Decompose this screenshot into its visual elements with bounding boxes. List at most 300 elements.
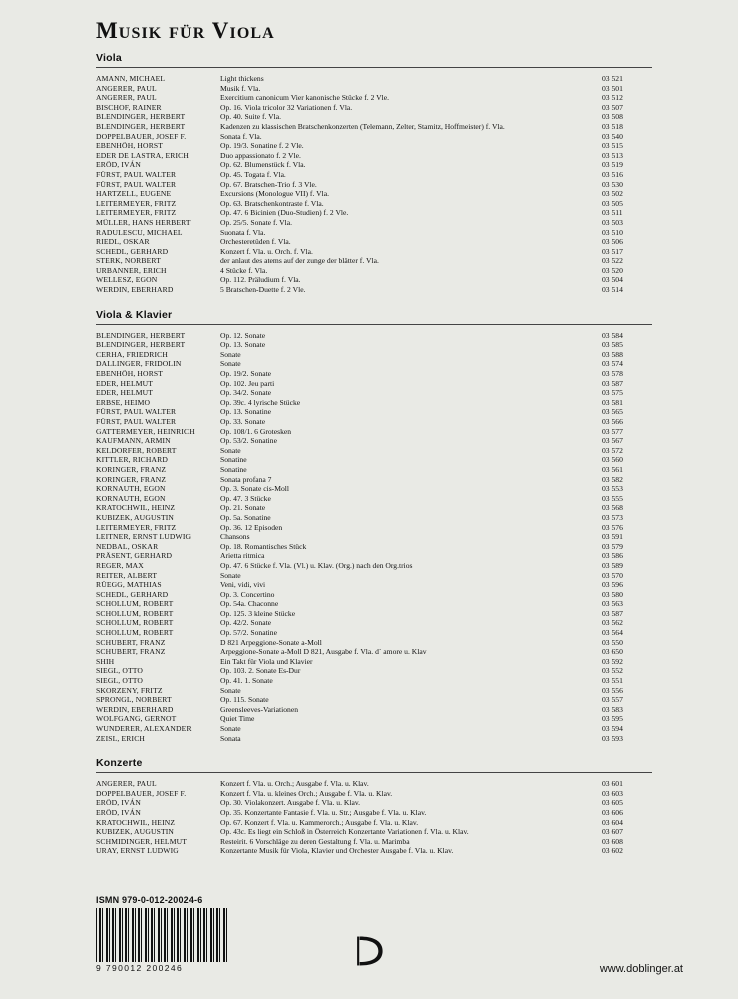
composer-name: EDER, HELMUT	[96, 378, 154, 388]
composer-name: WUNDERER, ALEXANDER	[96, 724, 192, 733]
order-code: 03 517	[602, 246, 623, 256]
composer-name: ERBSE, HEIMO	[96, 397, 151, 407]
order-code: 03 514	[602, 285, 623, 295]
work-title: Konzert f. Vla. u. kleines Orch.; Ausgabe f. Vla. u. Klav.	[220, 788, 393, 798]
composer-name: DOPPELBAUER, JOSEF F.	[96, 131, 187, 141]
table-row	[96, 618, 652, 628]
order-code: 03 574	[602, 359, 623, 369]
table-row	[96, 369, 652, 379]
work-title: Sonata f. Vla.	[220, 131, 262, 141]
composer-name: SCHUBERT, FRANZ	[96, 647, 166, 657]
work-title: Op. 21. Sonate	[220, 503, 266, 513]
order-code: 03 501	[602, 83, 623, 93]
composer-name: BLENDINGER, HERBERT	[96, 121, 186, 131]
work-title: Konzert f. Vla. u. Orch.; Ausgabe f. Vla. u. Klav.	[220, 779, 369, 789]
work-title: Op. 19/2. Sonate	[220, 369, 272, 379]
table-row	[96, 189, 652, 199]
table-row	[96, 808, 652, 818]
work-title: 4 Stücke f. Vla.	[220, 265, 268, 275]
order-code: 03 585	[602, 340, 623, 350]
work-title: Op. 63. Bratschenkontraste f. Vla.	[220, 198, 324, 208]
composer-name: KUBIZEK, AUGUSTIN	[96, 827, 175, 837]
table-row	[96, 275, 652, 285]
order-code: 03 507	[602, 102, 623, 112]
work-title: Light thickens	[220, 74, 264, 83]
composer-name: ERÖD, IVÁN	[96, 807, 141, 817]
table-row	[96, 837, 652, 847]
table-row	[96, 475, 652, 485]
order-code: 03 596	[602, 580, 623, 590]
table-row	[96, 513, 652, 523]
order-code: 03 508	[602, 112, 623, 122]
composer-name: RIEDL, OSKAR	[96, 237, 150, 247]
work-title: Op. 34/2. Sonate	[220, 388, 272, 398]
order-code: 03 594	[602, 724, 623, 733]
composer-name: LEITNER, ERNST LUDWIG	[96, 532, 192, 542]
table-row	[96, 112, 652, 122]
work-title: Op. 67. Konzert f. Vla. u. Kammerorch.; Ausgabe f. Vla. u. Klav.	[220, 817, 419, 827]
work-title: Op. 30. Violakonzert. Ausgabe f. Vla. u. Klav.	[220, 798, 361, 808]
table-row	[96, 789, 652, 799]
work-title: D 821 Arpeggione-Sonate a-Moll	[220, 637, 322, 647]
composer-name: ERÖD, IVÁN	[96, 798, 141, 808]
order-code: 03 557	[602, 695, 623, 705]
composer-name: BLENDINGER, HERBERT	[96, 330, 186, 340]
order-code: 03 513	[602, 150, 623, 160]
composer-name: SCHOLLUM, ROBERT	[96, 599, 174, 609]
composer-name: LEITERMEYER, FRITZ	[96, 522, 177, 532]
order-code: 03 519	[602, 160, 623, 170]
order-code: 03 602	[602, 846, 623, 856]
composer-name: ANGERER, PAUL	[96, 83, 157, 93]
table-row	[96, 359, 652, 369]
order-code: 03 586	[602, 551, 623, 561]
work-title: Sonate	[220, 359, 241, 369]
table-row	[96, 798, 652, 808]
order-code: 03 570	[602, 570, 623, 580]
section-divider	[96, 324, 652, 325]
work-title: Op. 112. Präludium f. Vla.	[220, 275, 301, 285]
work-title: Sonate	[220, 349, 241, 359]
composer-name: URAY, ERNST LUDWIG	[96, 846, 179, 856]
order-code: 03 579	[602, 541, 623, 551]
composer-name: SCHEDL, GERHARD	[96, 246, 169, 256]
composer-name: KITTLER, RICHARD	[96, 455, 169, 465]
section-konzerte	[96, 757, 652, 856]
work-title: Op. 53/2. Sonatine	[220, 436, 277, 446]
order-code: 03 578	[602, 369, 623, 379]
barcode-image	[96, 908, 228, 962]
table-row	[96, 523, 652, 533]
table-row	[96, 427, 652, 437]
order-code: 03 553	[602, 484, 623, 494]
table-row	[96, 141, 652, 151]
work-title: Sonate	[220, 570, 241, 580]
table-row	[96, 647, 652, 657]
order-code: 03 606	[602, 807, 623, 817]
work-title: Kadenzen zu klassischen Bratschenkonzerten (Telemann, Zelter, Stamitz, Hoffmeister) f. Vla.	[220, 121, 505, 131]
work-title: Op. 13. Sonate	[220, 340, 266, 350]
work-list-viola	[96, 74, 652, 295]
section-viola	[96, 52, 652, 295]
order-code: 03 576	[602, 522, 623, 532]
work-list-body	[96, 331, 652, 744]
table-row	[96, 705, 652, 715]
work-title: Op. 18. Romantisches Stück	[220, 541, 307, 551]
order-code: 03 503	[602, 217, 623, 227]
order-code: 03 515	[602, 141, 623, 151]
work-title: Op. 3. Sonate cis-Moll	[220, 484, 289, 494]
order-code: 03 603	[602, 788, 623, 798]
order-code: 03 592	[602, 656, 623, 666]
composer-name: REGER, MAX	[96, 560, 144, 570]
composer-name: GATTERMEYER, HEINRICH	[96, 426, 195, 436]
order-code: 03 573	[602, 512, 623, 522]
order-code: 03 608	[602, 836, 623, 846]
composer-name: ZEISL, ERICH	[96, 733, 146, 743]
work-title: Op. 108/1. 6 Grotesken	[220, 426, 292, 436]
work-title: Op. 54a. Chaconne	[220, 599, 279, 609]
composer-name: KORINGER, FRANZ	[96, 474, 167, 484]
composer-name: EDER DE LASTRA, ERICH	[96, 150, 190, 160]
table-row	[96, 714, 652, 724]
order-code: 03 540	[602, 131, 623, 141]
work-title: Op. 36. 12 Episoden	[220, 522, 283, 532]
composer-name: PRÄSENT, GERHARD	[96, 551, 173, 561]
order-code: 03 650	[602, 647, 623, 657]
table-row	[96, 676, 652, 686]
composer-name: STERK, NORBERT	[96, 256, 161, 266]
composer-name: KORNAUTH, EGON	[96, 493, 166, 503]
work-title: Duo appassionato f. 2 Vle.	[220, 150, 301, 160]
ismn-barcode-block	[96, 895, 231, 973]
composer-name: BLENDINGER, HERBERT	[96, 340, 186, 350]
work-title: Op. 3. Concertino	[220, 589, 275, 599]
composer-name: SCHUBERT, FRANZ	[96, 637, 166, 647]
composer-name: DALLINGER, FRIDOLIN	[96, 359, 182, 369]
order-code: 03 521	[602, 74, 623, 83]
composer-name: RÜEGG, MATHIAS	[96, 580, 162, 590]
table-row	[96, 542, 652, 552]
section-divider	[96, 67, 652, 68]
work-title: Op. 19/3. Sonatine f. 2 Vle.	[220, 141, 304, 151]
work-title: Orchesteretüden f. Vla.	[220, 237, 291, 247]
composer-name: WERDIN, EBERHARD	[96, 285, 174, 295]
composer-name: FÜRST, PAUL WALTER	[96, 417, 177, 426]
composer-name: LEITERMEYER, FRITZ	[96, 208, 177, 218]
order-code: 03 595	[602, 714, 623, 724]
table-row	[96, 686, 652, 696]
barcode-digits: 9 790012 200246	[96, 963, 184, 973]
composer-name: SPRONGL, NORBERT	[96, 695, 172, 705]
composer-name: EDER, HELMUT	[96, 388, 154, 398]
composer-name: SCHMIDINGER, HELMUT	[96, 836, 188, 846]
table-row	[96, 561, 652, 571]
composer-name: SIEGL, OTTO	[96, 666, 144, 676]
order-code: 03 530	[602, 179, 623, 189]
work-title: Op. 40. Suite f. Vla.	[220, 112, 282, 122]
table-row	[96, 340, 652, 350]
composer-name: BLENDINGER, HERBERT	[96, 112, 186, 122]
work-title: Op. 25/5. Sonate f. Vla.	[220, 217, 292, 227]
composer-name: AMANN, MICHAEL	[96, 74, 166, 83]
table-row	[96, 571, 652, 581]
composer-name: LEITERMEYER, FRITZ	[96, 198, 177, 208]
order-code: 03 605	[602, 798, 623, 808]
work-title: Chansons	[220, 532, 250, 542]
order-code: 03 572	[602, 445, 623, 455]
table-row	[96, 247, 652, 257]
work-title: Arpeggione-Sonate a-Moll D 821, Ausgabe f. Vla. d´ amore u. Klav	[220, 647, 427, 657]
work-title: Op. 67. Bratschen-Trio f. 3 Vle.	[220, 179, 317, 189]
work-title: Suonata f. Vla.	[220, 227, 266, 237]
table-row	[96, 331, 652, 341]
table-row	[96, 695, 652, 705]
work-title: Op. 13. Sonatine	[220, 407, 272, 417]
work-title: Sonatine	[220, 455, 247, 465]
work-title: Op. 43c. Es liegt ein Schloß in Österreich Konzertante Variationen f. Vla. u. Klav.	[220, 827, 469, 837]
work-title: Musik f. Vla.	[220, 83, 261, 93]
composer-name: URBANNER, ERICH	[96, 265, 167, 275]
work-title: Op. 39c. 4 lyrische Stücke	[220, 397, 301, 407]
table-row	[96, 199, 652, 209]
work-list-konzerte	[96, 779, 652, 856]
order-code: 03 563	[602, 599, 623, 609]
work-title: Op. 47. 3 Stücke	[220, 493, 271, 503]
composer-name: SCHOLLUM, ROBERT	[96, 618, 174, 628]
order-code: 03 587	[602, 608, 623, 618]
section-divider	[96, 772, 652, 773]
table-row	[96, 494, 652, 504]
publisher-logo-icon	[352, 934, 386, 968]
table-row	[96, 256, 652, 266]
table-row	[96, 818, 652, 828]
table-row	[96, 170, 652, 180]
work-title: Op. 45. Togata f. Vla.	[220, 169, 286, 179]
composer-name: SCHOLLUM, ROBERT	[96, 608, 174, 618]
work-title: Sonate	[220, 724, 241, 733]
order-code: 03 582	[602, 474, 623, 484]
composer-name: ANGERER, PAUL	[96, 93, 157, 103]
composer-name: FÜRST, PAUL WALTER	[96, 179, 177, 189]
table-row	[96, 237, 652, 247]
table-row	[96, 180, 652, 190]
work-title: Sonate	[220, 445, 241, 455]
work-title: Op. 41. 1. Sonate	[220, 676, 273, 686]
order-code: 03 604	[602, 817, 623, 827]
section-heading: Viola & Klavier	[96, 308, 173, 321]
order-code: 03 588	[602, 349, 623, 359]
table-row	[96, 827, 652, 837]
order-code: 03 511	[602, 208, 623, 218]
order-code: 03 591	[602, 532, 623, 542]
table-row	[96, 103, 652, 113]
composer-name: EBENHÖH, HORST	[96, 369, 164, 379]
order-code: 03 568	[602, 503, 623, 513]
table-row	[96, 590, 652, 600]
website-url[interactable]: www.doblinger.at	[599, 963, 683, 975]
table-row	[96, 666, 652, 676]
work-title: Sonata	[220, 733, 241, 743]
table-row	[96, 132, 652, 142]
work-title: Excursions (Monologue VII) f. Vla.	[220, 189, 329, 199]
composer-name: KELDORFER, ROBERT	[96, 445, 177, 455]
table-row	[96, 657, 652, 667]
order-code: 03 522	[602, 256, 623, 266]
composer-name: KAUFMANN, ARMIN	[96, 436, 171, 446]
order-code: 03 584	[602, 330, 623, 340]
table-row	[96, 160, 652, 170]
section-heading: Viola	[96, 52, 122, 64]
work-title: Op. 33. Sonate	[220, 417, 266, 426]
composer-name: MÜLLER, HANS HERBERT	[96, 217, 191, 227]
catalog-content	[96, 52, 652, 870]
work-title: Ein Takt für Viola und Klavier	[220, 656, 313, 666]
work-title: Greensleeves-Variationen	[220, 704, 299, 714]
section-viola-klavier	[96, 309, 652, 744]
composer-name: SKORZENY, FRITZ	[96, 685, 163, 695]
order-code: 03 593	[602, 733, 623, 743]
order-code: 03 607	[602, 827, 623, 837]
work-title: Op. 16. Viola tricolor 32 Variationen f. Vla.	[220, 102, 353, 112]
work-title: Op. 47. 6 Bicinien (Duo-Studien) f. 2 Vle.	[220, 208, 349, 218]
table-row	[96, 93, 652, 103]
order-code: 03 565	[602, 407, 623, 417]
table-row	[96, 398, 652, 408]
table-row	[96, 436, 652, 446]
composer-name: HARTZELL, EUGENE	[96, 189, 172, 199]
table-row	[96, 151, 652, 161]
composer-name: NEDBAL, OSKAR	[96, 541, 159, 551]
work-title: Konzertante Musik für Viola, Klavier und Orchester Ausgabe f. Vla. u. Klav.	[220, 846, 454, 856]
work-title: Op. 57/2. Sonatine	[220, 628, 277, 638]
order-code: 03 552	[602, 666, 623, 676]
work-list-viola-klavier	[96, 331, 652, 744]
composer-name: SCHEDL, GERHARD	[96, 589, 169, 599]
table-row	[96, 446, 652, 456]
composer-name: KRATOCHWIL, HEINZ	[96, 503, 176, 513]
composer-name: SCHOLLUM, ROBERT	[96, 628, 174, 638]
table-row	[96, 84, 652, 94]
table-row	[96, 417, 652, 427]
work-title: der anlaut des atems auf der zunge der blätter f. Vla.	[220, 256, 379, 266]
work-title: Op. 35. Konzertante Fantasie f. Vla. u. Str.; Ausgabe f. Vla. u. Klav.	[220, 807, 427, 817]
page-title: Musik für Viola	[96, 18, 275, 43]
work-title: Veni, vidi, vivi	[220, 580, 266, 590]
composer-name: RADULESCU, MICHAEL	[96, 227, 183, 237]
work-list-body	[96, 779, 652, 856]
work-title: Op. 125. 3 kleine Stücke	[220, 608, 296, 618]
order-code: 03 518	[602, 121, 623, 131]
order-code: 03 566	[602, 417, 623, 426]
work-title: Op. 62. Blumenstück f. Vla.	[220, 160, 306, 170]
work-list-body	[96, 74, 652, 295]
work-title: Sonate	[220, 685, 241, 695]
order-code: 03 506	[602, 237, 623, 247]
section-heading: Konzerte	[96, 757, 143, 770]
table-row	[96, 379, 652, 389]
order-code: 03 575	[602, 388, 623, 398]
composer-name: ERÖD, IVÁN	[96, 160, 141, 170]
order-code: 03 520	[602, 265, 623, 275]
composer-name: REITER, ALBERT	[96, 570, 158, 580]
composer-name: EBENHÖH, HORST	[96, 141, 164, 151]
order-code: 03 505	[602, 198, 623, 208]
table-row	[96, 350, 652, 360]
order-code: 03 580	[602, 589, 623, 599]
composer-name: KRATOCHWIL, HEINZ	[96, 817, 176, 827]
work-title: Op. 115. Sonate	[220, 695, 269, 705]
work-title: Sonata profana 7	[220, 474, 272, 484]
order-code: 03 583	[602, 704, 623, 714]
table-row	[96, 846, 652, 856]
composer-name: WELLESZ, EGON	[96, 275, 158, 285]
order-code: 03 562	[602, 618, 623, 628]
work-title: Op. 12. Sonate	[220, 330, 266, 340]
ismn-number: ISMN 979-0-012-20024-6	[96, 895, 203, 905]
table-row	[96, 609, 652, 619]
work-title: Quiet Time	[220, 714, 255, 724]
table-row	[96, 580, 652, 590]
order-code: 03 601	[602, 779, 623, 789]
order-code: 03 560	[602, 455, 623, 465]
table-row	[96, 218, 652, 228]
table-row	[96, 228, 652, 238]
composer-name: KUBIZEK, AUGUSTIN	[96, 512, 175, 522]
order-code: 03 561	[602, 464, 623, 474]
table-row	[96, 122, 652, 132]
order-code: 03 510	[602, 227, 623, 237]
composer-name: ANGERER, PAUL	[96, 779, 157, 789]
composer-name: KORNAUTH, EGON	[96, 484, 166, 494]
order-code: 03 587	[602, 378, 623, 388]
composer-name: FÜRST, PAUL WALTER	[96, 407, 177, 417]
order-code: 03 564	[602, 628, 623, 638]
order-code: 03 502	[602, 189, 623, 199]
order-code: 03 551	[602, 676, 623, 686]
composer-name: SHIH	[96, 656, 115, 666]
order-code: 03 504	[602, 275, 623, 285]
table-row	[96, 74, 652, 84]
order-code: 03 577	[602, 426, 623, 436]
work-title: Op. 42/2. Sonate	[220, 618, 272, 628]
table-row	[96, 599, 652, 609]
table-row	[96, 779, 652, 789]
order-code: 03 516	[602, 169, 623, 179]
order-code: 03 556	[602, 685, 623, 695]
table-row	[96, 455, 652, 465]
table-row	[96, 465, 652, 475]
work-title: Op. 47. 6 Stücke f. Vla. (Vl.) u. Klav. (Org.) nach den Org.trios	[220, 560, 413, 570]
table-row	[96, 503, 652, 513]
table-row	[96, 734, 652, 744]
composer-name: SIEGL, OTTO	[96, 676, 144, 686]
table-row	[96, 407, 652, 417]
order-code: 03 589	[602, 560, 623, 570]
table-row	[96, 628, 652, 638]
composer-name: WOLFGANG, GERNOT	[96, 714, 177, 724]
work-title: Op. 103. 2. Sonate Es-Dur	[220, 666, 301, 676]
table-row	[96, 484, 652, 494]
table-row	[96, 724, 652, 734]
work-title: Op. 102. Jeu parti	[220, 378, 275, 388]
composer-name: CERHA, FRIEDRICH	[96, 349, 169, 359]
composer-name: FÜRST, PAUL WALTER	[96, 169, 177, 179]
work-title: Exercitium canonicum Vier kanonische Stücke f. 2 Vle.	[220, 93, 390, 103]
composer-name: KORINGER, FRANZ	[96, 464, 167, 474]
order-code: 03 512	[602, 93, 623, 103]
work-title: Resteirit. 6 Vorschläge zu deren Gestaltung f. Vla. u. Marimba	[220, 836, 410, 846]
